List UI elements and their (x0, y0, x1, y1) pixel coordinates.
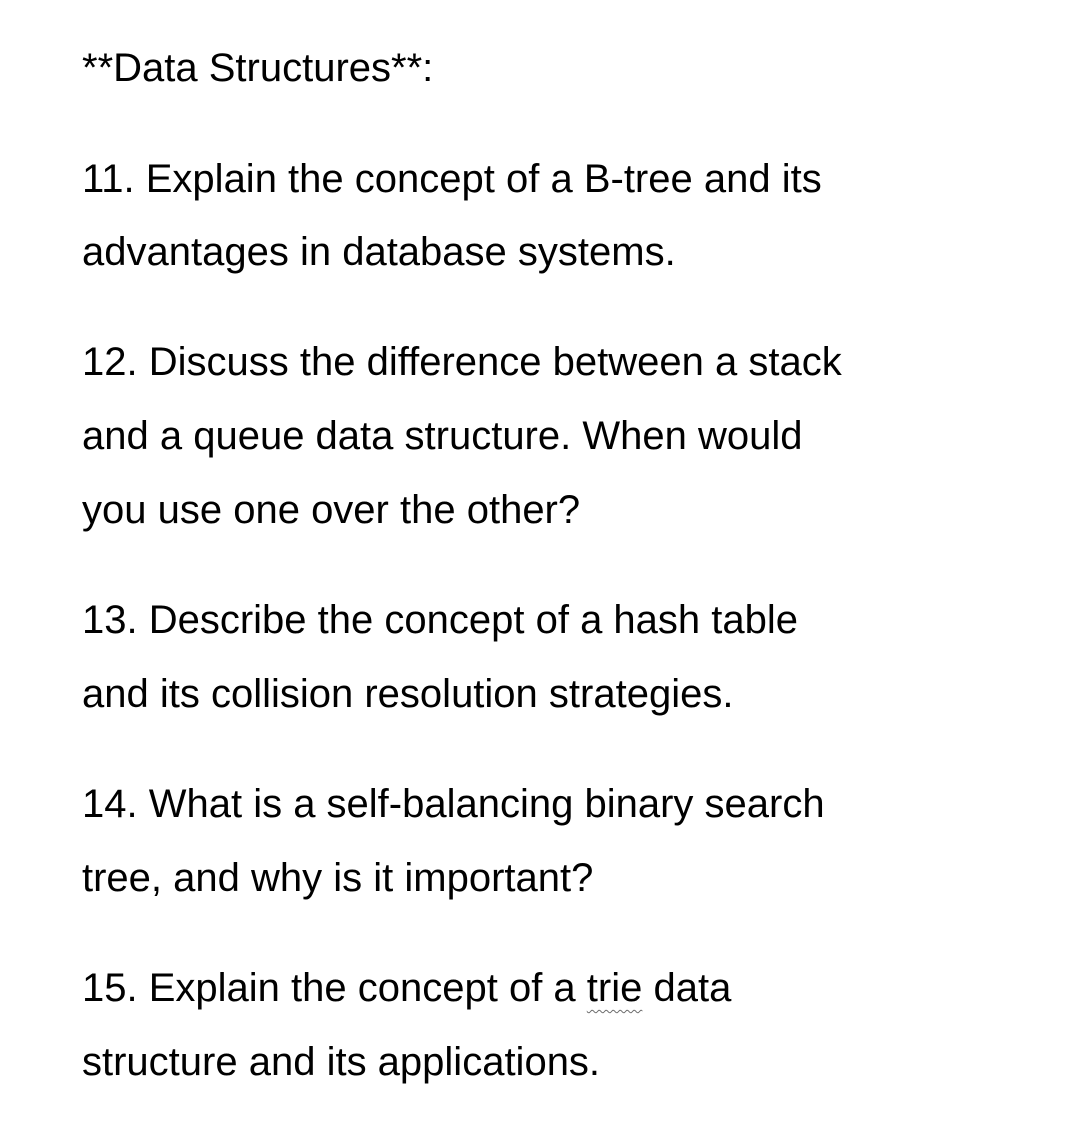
question-12-line-1: 12. Discuss the difference between a stack (82, 340, 842, 384)
question-13-line-1: 13. Describe the concept of a hash table (82, 598, 799, 642)
question-11-line-2: advantages in database systems. (82, 230, 676, 274)
question-15-line-1-after: data (642, 966, 732, 1010)
question-13-line-2: and its collision resolution strategies. (82, 672, 734, 716)
question-15-line-2: structure and its applications. (82, 1040, 601, 1084)
question-14-line-1: 14. What is a self-balancing binary search (82, 782, 825, 826)
question-12-line-3: you use one over the other? (82, 488, 581, 532)
section-heading: **Data Structures**: (82, 46, 434, 90)
question-15-line-1-before: 15. Explain the concept of a (82, 966, 587, 1010)
question-12-line-2: and a queue data structure. When would (82, 414, 803, 458)
question-15-line-1 (82, 964, 731, 1012)
spellcheck-flagged-word[interactable]: trie (586, 966, 643, 1010)
question-11-line-1: 11. Explain the concept of a B-tree and its (82, 157, 822, 201)
question-14-line-2: tree, and why is it important? (82, 856, 594, 900)
